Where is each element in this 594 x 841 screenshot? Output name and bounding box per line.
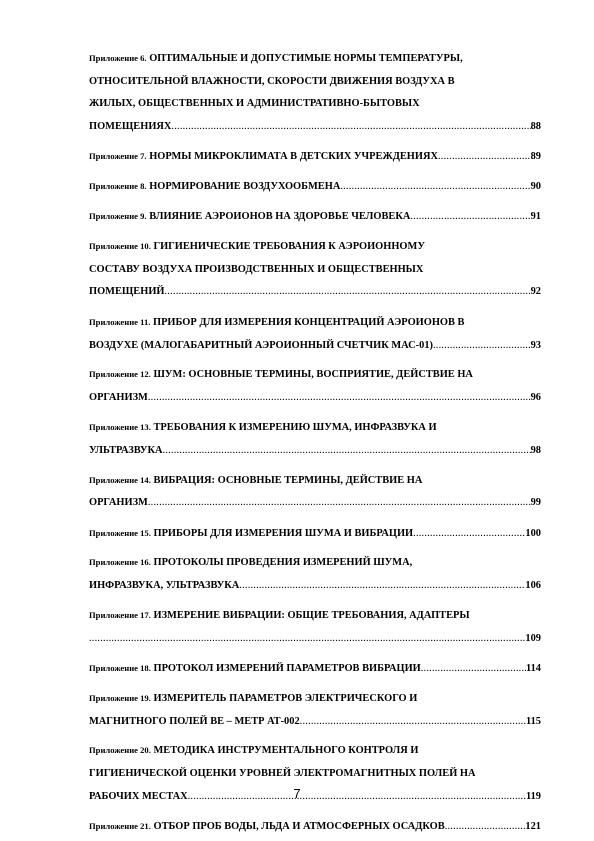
toc-entry-last-line [89, 175, 541, 199]
toc-entry[interactable] [89, 205, 541, 229]
toc-entry-last-line [89, 657, 541, 681]
toc-page-number: 88 [530, 120, 541, 132]
toc-entry-prefix: Приложение 15. [89, 527, 151, 538]
toc-entry-text: СОСТАВУ ВОЗДУХА ПРОИЗВОДСТВЕННЫХ И ОБЩЕСТВЕННЫХ [89, 263, 424, 275]
toc-entry[interactable] [89, 311, 541, 357]
toc-page-number: 115 [525, 715, 541, 727]
toc-entry-line [89, 551, 541, 575]
toc-entry-text: НОРМИРОВАНИЕ ВОЗДУХООБМЕНА [149, 180, 341, 192]
toc-entry-line [89, 739, 541, 763]
toc-leader-dots [89, 628, 525, 651]
toc-entry-last-line [89, 205, 541, 229]
toc-page-number: 89 [530, 151, 541, 163]
toc-entry-text: ОТБОР ПРОБ ВОДЫ, ЛЬДА И АТМОСФЕРНЫХ ОСАДКОВ [153, 821, 445, 833]
toc-entry-line [89, 259, 541, 282]
toc-entry[interactable] [89, 416, 541, 462]
toc-entry[interactable] [89, 551, 541, 597]
toc-entry-prefix: Приложение 9. [89, 210, 147, 221]
toc-entry-last-line [89, 281, 541, 304]
toc-entry-text: ОРГАНИЗМ [89, 391, 148, 403]
toc-entry-text: ЖИЛЫХ, ОБЩЕСТВЕННЫХ И АДМИНИСТРАТИВНО-БЫТОВЫХ [89, 98, 420, 110]
toc-entry[interactable] [89, 469, 541, 515]
toc-leader-dots [239, 575, 525, 598]
toc-page-number: 90 [530, 180, 541, 192]
toc-entry[interactable] [89, 363, 541, 409]
toc-entry[interactable] [89, 175, 541, 199]
toc-entry-last-line [89, 711, 541, 734]
toc-entry[interactable] [89, 687, 541, 733]
toc-entry-prefix: Приложение 10. [89, 241, 151, 252]
toc-entry[interactable] [89, 657, 541, 681]
toc-entry-text: ПРОТОКОЛ ИЗМЕРЕНИЙ ПАРАМЕТРОВ ВИБРАЦИИ [153, 662, 421, 674]
toc-leader-dots [445, 816, 526, 839]
toc-entry-line [89, 687, 541, 711]
toc-page-number: 98 [530, 444, 541, 456]
toc-entry-text: ШУМ: ОСНОВНЫЕ ТЕРМИНЫ, ВОСПРИЯТИЕ, ДЕЙСТВИЕ НА [153, 369, 473, 381]
toc-page-number: 96 [530, 391, 541, 403]
toc-page-number: 100 [525, 527, 541, 539]
toc-entry-last-line [89, 628, 541, 651]
toc-entry-line [89, 311, 541, 335]
toc-entry-line [89, 47, 541, 71]
toc-entry-last-line [89, 492, 541, 515]
toc-leader-dots [410, 206, 530, 229]
toc-leader-dots [148, 387, 531, 410]
toc-entry-text: МЕТОДИКА ИНСТРУМЕНТАЛЬНОГО КОНТРОЛЯ И [153, 745, 419, 757]
toc-entry-prefix: Приложение 8. [89, 180, 147, 191]
toc-page-number: 99 [530, 497, 541, 509]
toc-leader-dots [300, 711, 526, 734]
toc-entry-prefix: Приложение 16. [89, 557, 151, 568]
toc-entry-last-line [89, 815, 541, 839]
toc-entry-text: ПОМЕЩЕНИЙ [89, 286, 165, 298]
toc-page-number: 92 [530, 286, 541, 298]
toc-entry-text: МАГНИТНОГО ПОЛЕЙ ВЕ – МЕТР АТ-002 [89, 715, 300, 727]
toc-entry-line [89, 235, 541, 259]
toc-leader-dots [413, 523, 525, 546]
toc-page-number: 93 [530, 339, 541, 351]
toc-entry-text: ГИГИЕНИЧЕСКИЕ ТРЕБОВАНИЯ К АЭРОИОННОМУ [153, 241, 425, 253]
toc-entry-text: НОРМЫ МИКРОКЛИМАТА В ДЕТСКИХ УЧРЕЖДЕНИЯХ [149, 151, 438, 163]
toc-page-number: 109 [525, 633, 541, 645]
toc-entry[interactable] [89, 815, 541, 839]
toc-leader-dots [340, 176, 530, 199]
toc-entry-text: ОТНОСИТЕЛЬНОЙ ВЛАЖНОСТИ, СКОРОСТИ ДВИЖЕНИЯ ВОЗДУХА В [89, 75, 455, 87]
toc-entry-line [89, 604, 541, 628]
toc-entry-text: ТРЕБОВАНИЯ К ИЗМЕРЕНИЮ ШУМА, ИНФРАЗВУКА И [153, 422, 437, 434]
page-number: 7 [293, 786, 301, 801]
toc-entry-text: ГИГИЕНИЧЕСКОЙ ОЦЕНКИ УРОВНЕЙ ЭЛЕКТРОМАГНИТНЫХ ПОЛЕЙ НА [89, 768, 476, 780]
toc-entry-text: ИНФРАЗВУКА, УЛЬТРАЗВУКА [89, 579, 240, 591]
toc-entry-last-line [89, 387, 541, 410]
toc-entry-text: УЛЬТРАЗВУКА [89, 444, 163, 456]
toc-entry-text: ВИБРАЦИЯ: ОСНОВНЫЕ ТЕРМИНЫ, ДЕЙСТВИЕ НА [153, 474, 423, 486]
toc-entry-text: ПРИБОР ДЛЯ ИЗМЕРЕНИЯ КОНЦЕНТРАЦИЙ АЭРОИОНОВ В [153, 316, 465, 328]
toc-leader-dots [148, 492, 531, 515]
toc-entry-prefix: Приложение 14. [89, 474, 151, 485]
toc-entry-last-line [89, 145, 541, 169]
toc-leader-dots [433, 335, 531, 358]
toc-entry-line [89, 93, 541, 116]
toc-page-number: 121 [525, 821, 541, 833]
toc-page-number: 91 [530, 210, 541, 222]
toc-entry-prefix: Приложение 18. [89, 662, 151, 673]
toc-leader-dots [165, 281, 531, 304]
toc-entry-line [89, 71, 541, 94]
toc-entry-text: ИЗМЕРЕНИЕ ВИБРАЦИИ: ОБЩИЕ ТРЕБОВАНИЯ, АДАПТЕРЫ [153, 610, 470, 622]
toc-page-number: 119 [525, 790, 541, 802]
toc-entry-text: ОРГАНИЗМ [89, 497, 148, 509]
toc-entry-prefix: Приложение 17. [89, 610, 151, 621]
toc-leader-dots [163, 440, 531, 463]
toc-entry-prefix: Приложение 13. [89, 422, 151, 433]
toc-entry-prefix: Приложение 20. [89, 745, 151, 756]
toc-entry-last-line [89, 522, 541, 546]
toc-entry-text: ИЗМЕРИТЕЛЬ ПАРАМЕТРОВ ЭЛЕКТРИЧЕСКОГО И [153, 693, 418, 705]
toc-page-number: 106 [525, 579, 541, 591]
toc-entry-prefix: Приложение 19. [89, 693, 151, 704]
toc-entry-text: ВЛИЯНИЕ АЭРОИОНОВ НА ЗДОРОВЬЕ ЧЕЛОВЕКА [149, 210, 411, 222]
toc-page-number: 114 [525, 662, 541, 674]
toc-entry[interactable] [89, 47, 541, 138]
toc-entry-prefix: Приложение 12. [89, 369, 151, 380]
toc-entry-prefix: Приложение 6. [89, 53, 147, 63]
toc-entry-text: ПРОТОКОЛЫ ПРОВЕДЕНИЯ ИЗМЕРЕНИЙ ШУМА, [153, 557, 413, 569]
toc-leader-dots [421, 658, 526, 681]
toc-leader-dots [438, 146, 531, 169]
toc-entry[interactable] [89, 604, 541, 650]
toc-entry-last-line [89, 575, 541, 598]
toc-entry[interactable] [89, 145, 541, 169]
toc-entry-text: ВОЗДУХЕ (МАЛОГАБАРИТНЫЙ АЭРОИОННЫЙ СЧЕТЧИК МАС-01) [89, 339, 433, 351]
toc-entry-prefix: Приложение 7. [89, 151, 147, 162]
toc-entry-text: РАБОЧИХ МЕСТАХ [89, 790, 188, 802]
toc-entry[interactable] [89, 235, 541, 304]
toc-entry-last-line [89, 335, 541, 358]
toc-entry-last-line [89, 440, 541, 463]
toc-entry-line [89, 469, 541, 493]
toc-entry-last-line [89, 116, 541, 139]
toc-leader-dots [171, 116, 530, 139]
toc-entry-line [89, 763, 541, 786]
toc-entry-prefix: Приложение 11. [89, 316, 151, 327]
toc-entry-text: ОПТИМАЛЬНЫЕ И ДОПУСТИМЫЕ НОРМЫ ТЕМПЕРАТУРЫ, [149, 53, 463, 64]
toc-entry-text: ПОМЕЩЕНИЯХ [89, 120, 172, 132]
toc-entry-text: ПРИБОРЫ ДЛЯ ИЗМЕРЕНИЯ ШУМА И ВИБРАЦИИ [153, 527, 414, 539]
toc-entry-prefix: Приложение 21. [89, 821, 151, 832]
toc-entry[interactable] [89, 522, 541, 546]
toc-entry-line [89, 363, 541, 387]
table-of-contents [89, 47, 541, 839]
toc-entry-line [89, 416, 541, 440]
